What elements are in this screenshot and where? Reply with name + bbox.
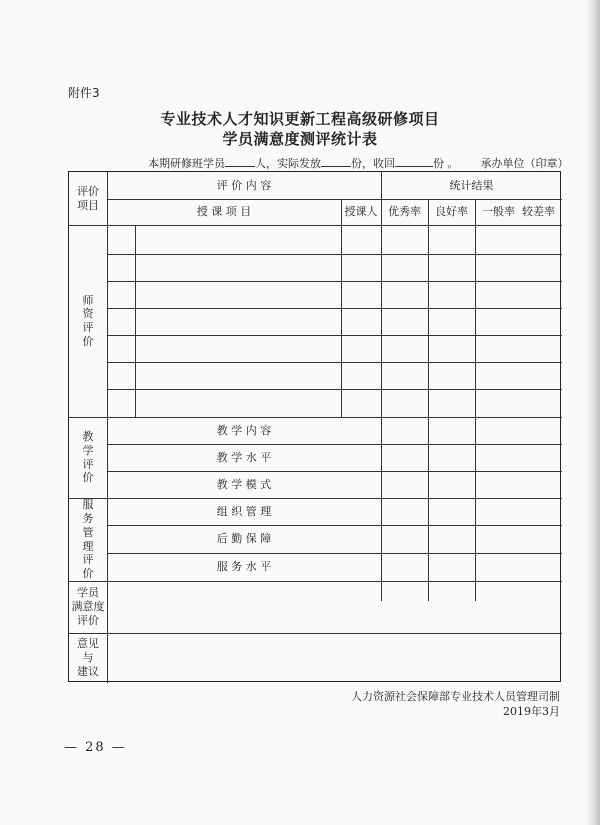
category-satisfaction-eval: 学员 满意度 评价 <box>71 586 105 627</box>
enrollment-text-4: 份 。 <box>433 157 459 170</box>
enrollment-text-3: 份，收回 <box>351 157 395 170</box>
grid-line <box>428 199 429 601</box>
enrollment-line <box>148 155 569 171</box>
attachment-label: 附件3 <box>68 86 100 100</box>
header-eval-item: 评价 项目 <box>77 184 99 212</box>
category-suggestions: 意见 与 建议 <box>77 637 99 678</box>
grid-line <box>69 633 562 634</box>
service-item: 后 勤 保 障 <box>216 532 272 546</box>
service-item: 组 织 管 理 <box>216 504 272 518</box>
teaching-item: 教 学 水 平 <box>216 450 272 464</box>
header-average-rate: 一般率 <box>482 205 515 219</box>
category-teaching-eval: 教 学 评 价 <box>82 430 94 485</box>
issuing-organization: 人力资源社会保障部专业技术人员管理司制 <box>351 690 560 703</box>
header-excellent-rate: 优秀率 <box>388 205 421 219</box>
header-stats: 统计结果 <box>449 178 494 192</box>
service-item: 服 务 水 平 <box>216 560 272 574</box>
grid-line <box>107 308 562 309</box>
header-course: 授 课 项 目 <box>196 205 252 219</box>
grid-line <box>69 225 562 226</box>
grid-line <box>107 362 562 363</box>
returned-blank[interactable] <box>395 157 433 167</box>
issue-date: 2019年3月 <box>503 705 560 718</box>
enrollment-text-2: 人，实际发放 <box>255 157 321 170</box>
page-subtitle: 学员满意度测评统计表 <box>222 130 378 148</box>
page-title: 专业技术人才知识更新工程高级研修项目 <box>160 110 440 128</box>
students-blank[interactable] <box>225 157 255 167</box>
grid-line <box>475 199 476 601</box>
grid-line <box>107 281 562 282</box>
grid-line <box>69 581 562 582</box>
grid-line <box>381 172 382 601</box>
evaluation-table <box>68 171 561 682</box>
category-teacher-eval: 师 资 评 价 <box>82 293 94 348</box>
category-service-eval: 服 务 管 理 评 价 <box>82 498 94 580</box>
grid-line <box>107 254 562 255</box>
header-poor-rate: 较差率 <box>522 205 555 219</box>
header-eval-content: 评 价 内 容 <box>216 178 272 192</box>
grid-line <box>107 389 562 390</box>
header-lecturer: 授课人 <box>344 205 378 219</box>
teaching-item: 教 学 模 式 <box>216 477 272 491</box>
enrollment-text-1: 本期研修班学员 <box>148 157 225 170</box>
issued-blank[interactable] <box>321 157 351 167</box>
teaching-item: 教 学 内 容 <box>216 423 272 437</box>
header-good-rate: 良好率 <box>435 205 468 219</box>
page-number: — 28 — <box>64 740 127 755</box>
organizer-seal-label: 承办单位（印章） <box>480 157 569 170</box>
grid-line <box>107 335 562 336</box>
